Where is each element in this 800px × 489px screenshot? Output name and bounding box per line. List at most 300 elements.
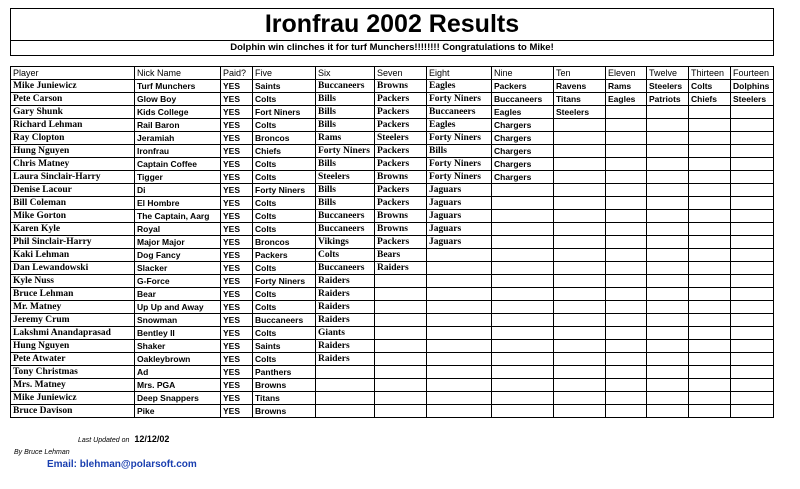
table-cell: Forty Niners xyxy=(253,275,316,288)
table-cell xyxy=(375,379,427,392)
table-cell: Mr. Matney xyxy=(11,301,135,314)
table-cell xyxy=(689,197,731,210)
table-cell xyxy=(731,223,774,236)
table-cell xyxy=(689,262,731,275)
table-cell: Chargers xyxy=(492,145,554,158)
table-row xyxy=(11,223,774,236)
table-cell: YES xyxy=(221,262,253,275)
table-cell: Jeremy Crum xyxy=(11,314,135,327)
table-cell: Lakshmi Anandaprasad xyxy=(11,327,135,340)
table-cell: YES xyxy=(221,353,253,366)
table-cell: YES xyxy=(221,236,253,249)
table-cell xyxy=(375,353,427,366)
table-cell xyxy=(647,145,689,158)
table-cell xyxy=(647,353,689,366)
table-cell xyxy=(492,210,554,223)
table-row xyxy=(11,301,774,314)
table-cell xyxy=(606,301,647,314)
table-cell: YES xyxy=(221,158,253,171)
table-cell xyxy=(606,158,647,171)
table-cell xyxy=(647,184,689,197)
table-cell xyxy=(647,288,689,301)
table-cell: Colts xyxy=(689,80,731,93)
header-cell: Eight xyxy=(427,67,492,80)
table-cell: Packers xyxy=(375,197,427,210)
table-cell xyxy=(554,353,606,366)
table-cell: Glow Boy xyxy=(135,93,221,106)
table-cell: Mike Juniewicz xyxy=(11,80,135,93)
table-cell: Bear xyxy=(135,288,221,301)
table-cell: Chiefs xyxy=(689,93,731,106)
table-cell xyxy=(554,132,606,145)
table-cell xyxy=(554,288,606,301)
table-cell: Saints xyxy=(253,80,316,93)
table-cell: Forty Niners xyxy=(427,171,492,184)
table-cell xyxy=(606,184,647,197)
table-cell xyxy=(375,340,427,353)
table-row xyxy=(11,314,774,327)
table-cell: YES xyxy=(221,301,253,314)
table-cell: Packers xyxy=(375,236,427,249)
table-cell: Pete Atwater xyxy=(11,353,135,366)
table-row xyxy=(11,106,774,119)
table-cell: Kids College xyxy=(135,106,221,119)
table-row xyxy=(11,132,774,145)
table-cell: Browns xyxy=(375,80,427,93)
table-cell: Rams xyxy=(316,132,375,145)
table-cell xyxy=(492,392,554,405)
author-byline: By Bruce Lehman xyxy=(14,449,70,456)
table-cell: YES xyxy=(221,366,253,379)
table-cell xyxy=(689,288,731,301)
table-cell: Broncos xyxy=(253,236,316,249)
table-cell xyxy=(554,327,606,340)
table-cell: Mike Juniewicz xyxy=(11,392,135,405)
table-cell xyxy=(606,314,647,327)
table-cell xyxy=(427,288,492,301)
table-cell: Buccaneers xyxy=(316,210,375,223)
table-cell: Colts xyxy=(253,327,316,340)
table-cell xyxy=(647,327,689,340)
table-cell: Colts xyxy=(253,171,316,184)
table-cell xyxy=(554,405,606,418)
table-cell: Colts xyxy=(253,158,316,171)
table-cell: Ray Clopton xyxy=(11,132,135,145)
header-cell: Fourteen xyxy=(731,67,774,80)
table-cell: YES xyxy=(221,93,253,106)
table-cell: Fort Niners xyxy=(253,106,316,119)
table-cell: Bentley II xyxy=(135,327,221,340)
table-cell: Packers xyxy=(492,80,554,93)
table-cell: Raiders xyxy=(316,340,375,353)
table-cell xyxy=(554,262,606,275)
table-cell: Browns xyxy=(375,171,427,184)
table-cell: Snowman xyxy=(135,314,221,327)
table-cell xyxy=(731,171,774,184)
table-cell xyxy=(375,275,427,288)
table-cell xyxy=(427,275,492,288)
table-cell: Deep Snappers xyxy=(135,392,221,405)
table-cell: Browns xyxy=(253,405,316,418)
table-cell: Captain Coffee xyxy=(135,158,221,171)
table-cell: Bills xyxy=(316,197,375,210)
table-cell xyxy=(427,249,492,262)
table-cell xyxy=(427,366,492,379)
table-cell: Bills xyxy=(316,158,375,171)
table-row xyxy=(11,249,774,262)
table-cell xyxy=(492,327,554,340)
table-cell xyxy=(492,184,554,197)
table-cell xyxy=(606,249,647,262)
table-cell xyxy=(375,327,427,340)
table-cell: YES xyxy=(221,184,253,197)
table-cell: Vikings xyxy=(316,236,375,249)
table-cell xyxy=(731,262,774,275)
table-cell: G-Force xyxy=(135,275,221,288)
table-cell: Jaguars xyxy=(427,236,492,249)
table-cell: Laura Sinclair-Harry xyxy=(11,171,135,184)
last-updated xyxy=(78,434,169,444)
table-cell xyxy=(554,158,606,171)
table-cell: Raiders xyxy=(316,314,375,327)
table-cell xyxy=(316,392,375,405)
header-cell: Ten xyxy=(554,67,606,80)
table-cell xyxy=(647,366,689,379)
table-cell xyxy=(554,392,606,405)
table-cell xyxy=(492,275,554,288)
table-cell xyxy=(731,184,774,197)
table-cell xyxy=(492,366,554,379)
table-cell: Chargers xyxy=(492,158,554,171)
table-cell: Dan Lewandowski xyxy=(11,262,135,275)
table-cell: Shaker xyxy=(135,340,221,353)
table-row xyxy=(11,158,774,171)
table-cell: Steelers xyxy=(731,93,774,106)
table-cell: Gary Shunk xyxy=(11,106,135,119)
table-cell xyxy=(731,210,774,223)
table-cell xyxy=(606,288,647,301)
table-cell xyxy=(492,379,554,392)
table-cell xyxy=(606,262,647,275)
table-row xyxy=(11,379,774,392)
table-cell xyxy=(492,340,554,353)
table-cell: YES xyxy=(221,210,253,223)
table-row xyxy=(11,145,774,158)
table-row xyxy=(11,80,774,93)
table-cell xyxy=(554,223,606,236)
table-cell: Ravens xyxy=(554,80,606,93)
table-cell xyxy=(492,236,554,249)
table-cell: Dog Fancy xyxy=(135,249,221,262)
table-cell xyxy=(647,223,689,236)
table-cell: Bills xyxy=(316,93,375,106)
table-cell xyxy=(731,301,774,314)
table-cell xyxy=(606,145,647,158)
table-cell xyxy=(606,340,647,353)
table-cell: Steelers xyxy=(554,106,606,119)
table-row xyxy=(11,353,774,366)
table-cell xyxy=(689,353,731,366)
table-cell xyxy=(554,340,606,353)
table-cell xyxy=(554,210,606,223)
table-cell: Royal xyxy=(135,223,221,236)
table-cell xyxy=(731,275,774,288)
table-cell xyxy=(647,106,689,119)
table-cell: Raiders xyxy=(375,262,427,275)
table-cell: Pete Carson xyxy=(11,93,135,106)
table-cell xyxy=(731,340,774,353)
table-cell xyxy=(492,288,554,301)
table-cell xyxy=(689,314,731,327)
table-cell: Colts xyxy=(253,93,316,106)
table-cell xyxy=(689,145,731,158)
table-cell xyxy=(731,158,774,171)
table-cell: Raiders xyxy=(316,301,375,314)
table-cell: Chargers xyxy=(492,171,554,184)
table-cell: Browns xyxy=(375,223,427,236)
table-cell: Forty Niners xyxy=(427,132,492,145)
table-cell xyxy=(427,353,492,366)
table-cell: Colts xyxy=(253,301,316,314)
table-cell: Major Major xyxy=(135,236,221,249)
table-cell: Giants xyxy=(316,327,375,340)
table-cell xyxy=(606,119,647,132)
table-cell: Packers xyxy=(253,249,316,262)
table-cell: Jaguars xyxy=(427,197,492,210)
table-cell xyxy=(375,288,427,301)
table-cell xyxy=(647,236,689,249)
table-cell xyxy=(731,288,774,301)
table-cell xyxy=(606,197,647,210)
table-cell xyxy=(606,106,647,119)
table-cell: El Hombre xyxy=(135,197,221,210)
table-cell xyxy=(731,353,774,366)
table-cell: The Captain, Aarg xyxy=(135,210,221,223)
table-cell xyxy=(606,223,647,236)
header-cell: Nick Name xyxy=(135,67,221,80)
table-cell: Panthers xyxy=(253,366,316,379)
header-cell: Five xyxy=(253,67,316,80)
table-cell xyxy=(647,301,689,314)
table-cell: Colts xyxy=(253,288,316,301)
table-cell xyxy=(554,275,606,288)
table-cell: Raiders xyxy=(316,353,375,366)
table-cell: YES xyxy=(221,392,253,405)
table-cell xyxy=(731,327,774,340)
table-cell: Buccaneers xyxy=(253,314,316,327)
header-cell: Paid? xyxy=(221,67,253,80)
table-cell: YES xyxy=(221,327,253,340)
contact-email[interactable]: Email: blehman@polarsoft.com xyxy=(47,459,197,470)
table-cell xyxy=(554,119,606,132)
table-cell xyxy=(375,366,427,379)
table-cell: Patriots xyxy=(647,93,689,106)
table-cell: Turf Munchers xyxy=(135,80,221,93)
table-cell xyxy=(316,405,375,418)
header-cell: Player xyxy=(11,67,135,80)
table-cell: Bills xyxy=(316,119,375,132)
table-cell: YES xyxy=(221,379,253,392)
table-cell xyxy=(689,106,731,119)
subtitle-banner: Dolphin win clinches it for turf Munchers!!!!!!!! Congratulations to Mike! xyxy=(10,40,774,56)
results-table xyxy=(10,66,774,418)
table-cell: Colts xyxy=(316,249,375,262)
table-cell: Bruce Davison xyxy=(11,405,135,418)
table-cell xyxy=(427,340,492,353)
table-cell: Colts xyxy=(253,262,316,275)
header-cell: Nine xyxy=(492,67,554,80)
table-cell xyxy=(731,379,774,392)
table-cell: Buccaneers xyxy=(427,106,492,119)
table-cell xyxy=(731,392,774,405)
table-row xyxy=(11,119,774,132)
table-cell: Chargers xyxy=(492,132,554,145)
table-cell xyxy=(689,327,731,340)
table-cell xyxy=(492,314,554,327)
table-row xyxy=(11,392,774,405)
table-cell xyxy=(492,405,554,418)
table-cell xyxy=(316,379,375,392)
table-cell: Packers xyxy=(375,119,427,132)
table-cell: Packers xyxy=(375,93,427,106)
table-cell: Browns xyxy=(375,210,427,223)
table-row xyxy=(11,236,774,249)
table-cell: Tigger xyxy=(135,171,221,184)
table-cell: Colts xyxy=(253,223,316,236)
table-cell: Packers xyxy=(375,106,427,119)
table-cell xyxy=(606,171,647,184)
table-cell xyxy=(647,405,689,418)
table-cell xyxy=(647,210,689,223)
table-cell: YES xyxy=(221,314,253,327)
table-cell xyxy=(492,353,554,366)
table-cell: Oakleybrown xyxy=(135,353,221,366)
table-cell: Slacker xyxy=(135,262,221,275)
table-cell: Raiders xyxy=(316,275,375,288)
table-cell: Forty Niners xyxy=(253,184,316,197)
table-cell xyxy=(427,392,492,405)
table-cell: Rams xyxy=(606,80,647,93)
table-cell: Phil Sinclair-Harry xyxy=(11,236,135,249)
last-updated-label: Last Updated on xyxy=(78,437,130,444)
table-cell: Eagles xyxy=(427,119,492,132)
table-cell: Mrs. PGA xyxy=(135,379,221,392)
table-cell xyxy=(647,171,689,184)
table-cell xyxy=(375,314,427,327)
table-cell xyxy=(606,275,647,288)
table-cell: Bears xyxy=(375,249,427,262)
table-cell xyxy=(647,158,689,171)
table-cell xyxy=(375,405,427,418)
table-cell: Packers xyxy=(375,184,427,197)
table-cell xyxy=(375,301,427,314)
table-cell: Steelers xyxy=(316,171,375,184)
table-cell xyxy=(647,119,689,132)
table-cell xyxy=(427,379,492,392)
table-cell: Jaguars xyxy=(427,210,492,223)
table-row xyxy=(11,184,774,197)
header-cell: Twelve xyxy=(647,67,689,80)
table-cell xyxy=(689,275,731,288)
table-cell: Eagles xyxy=(606,93,647,106)
table-cell xyxy=(606,327,647,340)
table-cell: Colts xyxy=(253,353,316,366)
table-cell: Karen Kyle xyxy=(11,223,135,236)
table-cell xyxy=(316,366,375,379)
table-cell: Dolphins xyxy=(731,80,774,93)
table-cell xyxy=(689,119,731,132)
table-cell: YES xyxy=(221,340,253,353)
table-cell: Tony Christmas xyxy=(11,366,135,379)
table-cell xyxy=(427,301,492,314)
table-cell: Jaguars xyxy=(427,184,492,197)
table-cell: Steelers xyxy=(375,132,427,145)
table-row xyxy=(11,210,774,223)
table-cell: YES xyxy=(221,80,253,93)
table-cell xyxy=(689,249,731,262)
table-cell xyxy=(731,197,774,210)
table-cell: YES xyxy=(221,132,253,145)
table-cell: Chargers xyxy=(492,119,554,132)
table-row xyxy=(11,405,774,418)
table-cell xyxy=(492,223,554,236)
table-cell xyxy=(427,314,492,327)
table-cell: Bills xyxy=(316,184,375,197)
table-cell xyxy=(689,171,731,184)
table-cell xyxy=(492,262,554,275)
table-cell: Broncos xyxy=(253,132,316,145)
table-cell: YES xyxy=(221,223,253,236)
table-cell xyxy=(554,145,606,158)
table-row xyxy=(11,262,774,275)
table-cell xyxy=(554,236,606,249)
table-cell: Mike Gorton xyxy=(11,210,135,223)
table-cell xyxy=(606,366,647,379)
table-cell: Colts xyxy=(253,210,316,223)
table-cell xyxy=(554,301,606,314)
table-cell: Denise Lacour xyxy=(11,184,135,197)
table-cell: Buccaneers xyxy=(316,80,375,93)
table-cell xyxy=(427,405,492,418)
table-cell: Buccaneers xyxy=(316,262,375,275)
table-cell: Up Up and Away xyxy=(135,301,221,314)
table-cell: Titans xyxy=(253,392,316,405)
table-cell xyxy=(731,236,774,249)
table-cell: Bills xyxy=(316,106,375,119)
table-cell xyxy=(689,184,731,197)
table-cell xyxy=(492,301,554,314)
table-cell xyxy=(647,262,689,275)
table-cell xyxy=(689,223,731,236)
table-cell xyxy=(731,145,774,158)
table-cell: YES xyxy=(221,249,253,262)
table-row xyxy=(11,171,774,184)
table-cell xyxy=(554,197,606,210)
table-cell xyxy=(606,392,647,405)
table-cell xyxy=(647,197,689,210)
table-cell: Ironfrau xyxy=(135,145,221,158)
header-cell: Six xyxy=(316,67,375,80)
table-cell xyxy=(647,392,689,405)
table-cell xyxy=(731,249,774,262)
table-cell: Di xyxy=(135,184,221,197)
table-cell xyxy=(427,327,492,340)
table-cell: Jeramiah xyxy=(135,132,221,145)
table-cell xyxy=(689,379,731,392)
table-cell xyxy=(689,301,731,314)
table-cell: Eagles xyxy=(492,106,554,119)
table-cell xyxy=(689,340,731,353)
